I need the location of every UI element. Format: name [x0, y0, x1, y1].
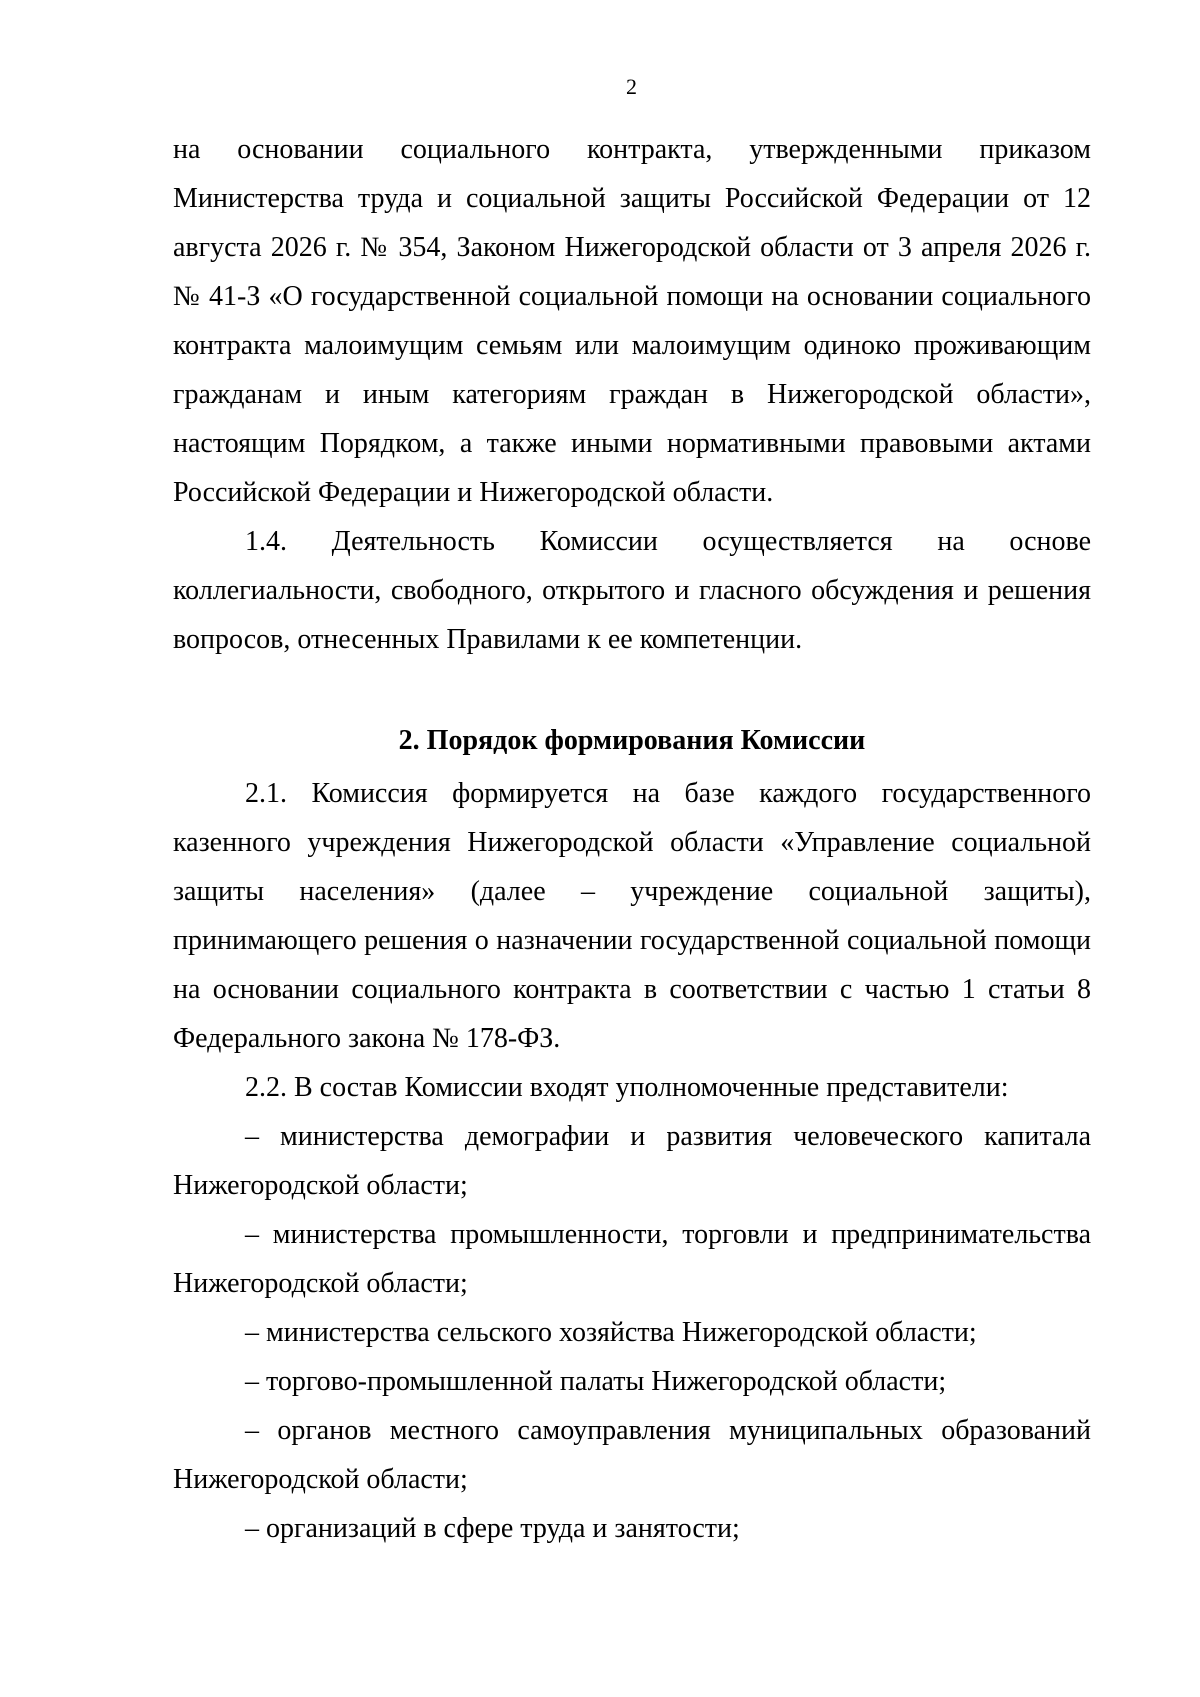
section-gap: [173, 664, 1091, 716]
paragraph-1-4: 1.4. Деятельность Комиссии осуществляется на основе коллегиальности, свободного, открытого и гласного обсуждения и решения вопросов, отнесенных Правилами к ее компетенции.: [173, 526, 1091, 655]
document-body: [173, 125, 1091, 1553]
list-item-industry-ministry: – министерства промышленности, торговли и предпринимательства Нижегородской области;: [173, 1219, 1091, 1299]
paragraph-2-1: 2.1. Комиссия формируется на базе каждого государственного казенного учреждения Нижегородской области «Управление социальной защиты населения» (далее – учреждение социальной защиты), принимающего решения о назначении государственной социальной помощи на основании социального контракта в соответствии с частью 1 статьи 8 Федерального закона № 178-ФЗ.: [173, 778, 1091, 1054]
paragraph-legal-basis: на основании социального контракта, утвержденными приказом Министерства труда и социальной защиты Российской Федерации от 12 августа 2026 г. № 354, Законом Нижегородской области от 3 апреля 2026 г. № 41-З «О государственной социальной помощи на основании социального контракта малоимущим семьям или малоимущим одиноко проживающим гражданам и иным категориям граждан в Нижегородской области», настоящим Порядком, а также иными нормативными правовыми актами Российской Федерации и Нижегородской области.: [173, 134, 1091, 508]
list-item-chamber-of-commerce: – торгово-промышленной палаты Нижегородской области;: [245, 1366, 947, 1397]
section-heading: 2. Порядок формирования Комиссии: [398, 725, 866, 756]
paragraph-2-2: 2.2. В состав Комиссии входят уполномоченные представители:: [245, 1072, 1009, 1103]
list-item-labor-organizations: – организаций в сфере труда и занятости;: [245, 1513, 740, 1544]
list-item-local-government: – органов местного самоуправления муниципальных образований Нижегородской области;: [173, 1415, 1091, 1495]
list-item-demography-ministry: – министерства демографии и развития человеческого капитала Нижегородской области;: [173, 1121, 1091, 1201]
list-item-agriculture-ministry: – министерства сельского хозяйства Нижегородской области;: [245, 1317, 977, 1348]
page-number: 2: [626, 74, 637, 99]
